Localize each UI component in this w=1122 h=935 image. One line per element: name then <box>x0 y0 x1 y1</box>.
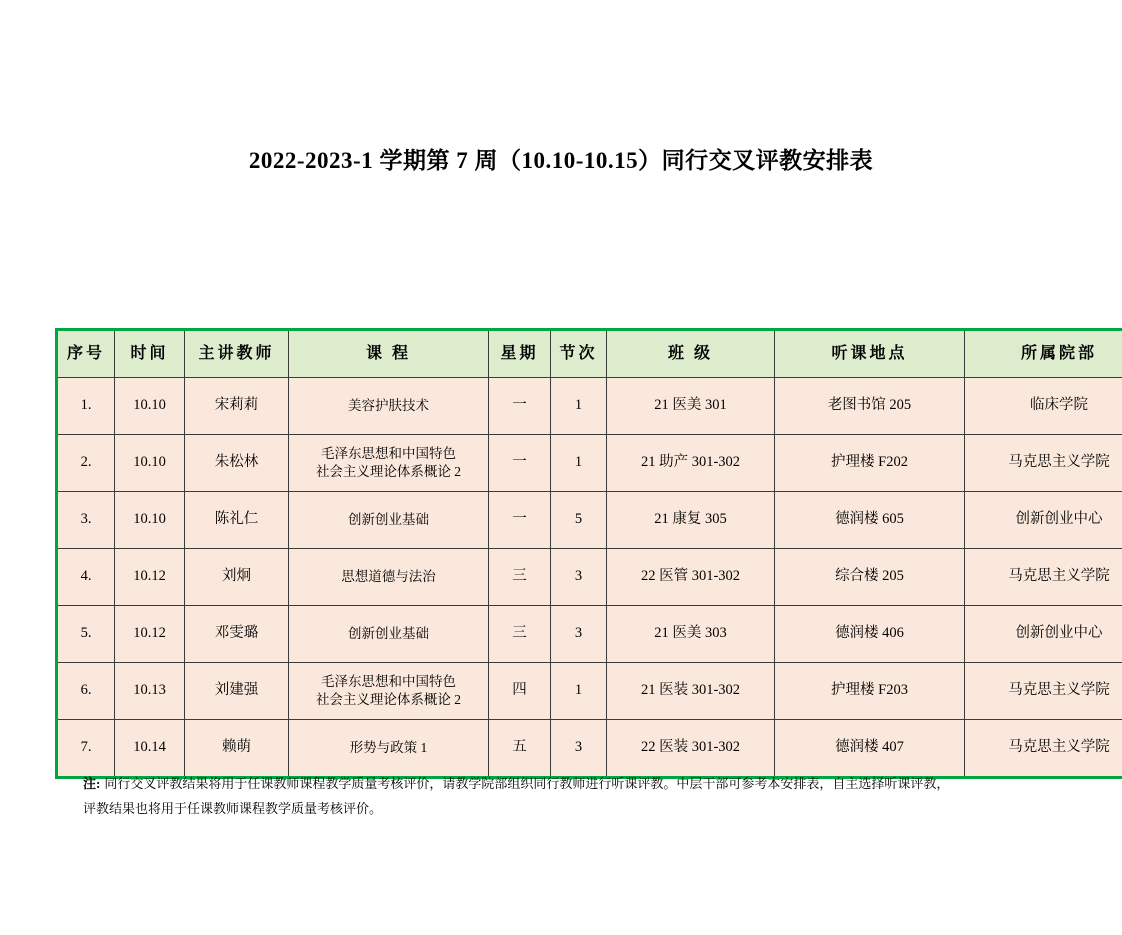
course-line: 思想道德与法治 <box>292 568 485 586</box>
cell-place: 护理楼 F203 <box>775 663 965 720</box>
cell-weekday: 一 <box>489 492 551 549</box>
column-header-teacher: 主讲教师 <box>185 330 289 378</box>
cell-section: 1 <box>551 435 607 492</box>
cell-class: 21 医装 301-302 <box>607 663 775 720</box>
cell-section: 1 <box>551 378 607 435</box>
cell-teacher: 刘建强 <box>185 663 289 720</box>
column-header-no: 序号 <box>57 330 115 378</box>
cell-date: 10.12 <box>115 549 185 606</box>
schedule-table <box>55 328 1122 779</box>
course-line: 毛泽东思想和中国特色 <box>292 445 485 463</box>
column-header-place: 听课地点 <box>775 330 965 378</box>
cell-class: 21 医美 301 <box>607 378 775 435</box>
cell-teacher: 赖萌 <box>185 720 289 778</box>
table-body <box>57 378 1122 778</box>
column-header-class: 班 级 <box>607 330 775 378</box>
cell-class: 21 医美 303 <box>607 606 775 663</box>
table-row <box>57 435 1122 492</box>
cell-department: 创新创业中心 <box>965 492 1122 549</box>
course-line: 形势与政策 1 <box>292 739 485 757</box>
cell-class: 21 康复 305 <box>607 492 775 549</box>
cell-course <box>289 549 489 606</box>
cell-department: 创新创业中心 <box>965 606 1122 663</box>
cell-place: 护理楼 F202 <box>775 435 965 492</box>
schedule-table-container <box>55 328 1067 779</box>
cell-weekday: 一 <box>489 435 551 492</box>
cell-course <box>289 663 489 720</box>
cell-course <box>289 606 489 663</box>
course-line: 毛泽东思想和中国特色 <box>292 673 485 691</box>
cell-teacher: 朱松林 <box>185 435 289 492</box>
footnote <box>55 772 1067 821</box>
course-line: 社会主义理论体系概论 2 <box>292 691 485 709</box>
cell-weekday: 五 <box>489 720 551 778</box>
cell-weekday: 三 <box>489 606 551 663</box>
column-header-section: 节次 <box>551 330 607 378</box>
document-page <box>0 142 1122 935</box>
cell-course <box>289 435 489 492</box>
cell-weekday: 四 <box>489 663 551 720</box>
table-row <box>57 663 1122 720</box>
cell-class: 22 医管 301-302 <box>607 549 775 606</box>
cell-department: 马克思主义学院 <box>965 663 1122 720</box>
cell-place: 德润楼 605 <box>775 492 965 549</box>
cell-no: 7. <box>57 720 115 778</box>
cell-section: 3 <box>551 720 607 778</box>
cell-teacher: 邓雯璐 <box>185 606 289 663</box>
cell-section: 5 <box>551 492 607 549</box>
cell-course <box>289 378 489 435</box>
cell-place: 综合楼 205 <box>775 549 965 606</box>
table-row <box>57 492 1122 549</box>
footnote-label: 注: <box>83 776 100 791</box>
cell-date: 10.10 <box>115 435 185 492</box>
course-line: 创新创业基础 <box>292 625 485 643</box>
cell-date: 10.10 <box>115 492 185 549</box>
course-line: 美容护肤技术 <box>292 397 485 415</box>
course-line: 创新创业基础 <box>292 511 485 529</box>
column-header-date: 时间 <box>115 330 185 378</box>
table-row <box>57 606 1122 663</box>
column-header-weekday: 星期 <box>489 330 551 378</box>
column-header-course: 课 程 <box>289 330 489 378</box>
cell-date: 10.10 <box>115 378 185 435</box>
cell-weekday: 一 <box>489 378 551 435</box>
column-header-department: 所属院部 <box>965 330 1122 378</box>
cell-teacher: 刘炯 <box>185 549 289 606</box>
cell-no: 1. <box>57 378 115 435</box>
cell-date: 10.14 <box>115 720 185 778</box>
cell-place: 德润楼 407 <box>775 720 965 778</box>
cell-section: 1 <box>551 663 607 720</box>
cell-no: 6. <box>57 663 115 720</box>
cell-course <box>289 492 489 549</box>
cell-place: 老图书馆 205 <box>775 378 965 435</box>
cell-department: 马克思主义学院 <box>965 435 1122 492</box>
cell-no: 2. <box>57 435 115 492</box>
cell-course <box>289 720 489 778</box>
table-row <box>57 549 1122 606</box>
cell-teacher: 陈礼仁 <box>185 492 289 549</box>
cell-class: 21 助产 301-302 <box>607 435 775 492</box>
cell-section: 3 <box>551 606 607 663</box>
cell-department: 马克思主义学院 <box>965 720 1122 778</box>
cell-weekday: 三 <box>489 549 551 606</box>
footnote-line-1: 同行交叉评教结果将用于任课教师课程教学质量考核评价，请教学院部组织同行教师进行听课评教。中层干部可参考本安排表，自主选择听课评教， <box>104 776 949 791</box>
footnote-line-2: 评教结果也将用于任课教师课程教学质量考核评价。 <box>83 797 1067 822</box>
cell-teacher: 宋莉莉 <box>185 378 289 435</box>
table-header <box>57 330 1122 378</box>
cell-no: 5. <box>57 606 115 663</box>
table-header-row <box>57 330 1122 378</box>
cell-department: 临床学院 <box>965 378 1122 435</box>
cell-date: 10.13 <box>115 663 185 720</box>
table-row <box>57 720 1122 778</box>
cell-class: 22 医装 301-302 <box>607 720 775 778</box>
cell-date: 10.12 <box>115 606 185 663</box>
page-title: 2022-2023-1 学期第 7 周（10.10-10.15）同行交叉评教安排表 <box>0 142 1122 175</box>
table-row <box>57 378 1122 435</box>
cell-no: 3. <box>57 492 115 549</box>
cell-section: 3 <box>551 549 607 606</box>
course-line: 社会主义理论体系概论 2 <box>292 463 485 481</box>
cell-no: 4. <box>57 549 115 606</box>
cell-department: 马克思主义学院 <box>965 549 1122 606</box>
cell-place: 德润楼 406 <box>775 606 965 663</box>
